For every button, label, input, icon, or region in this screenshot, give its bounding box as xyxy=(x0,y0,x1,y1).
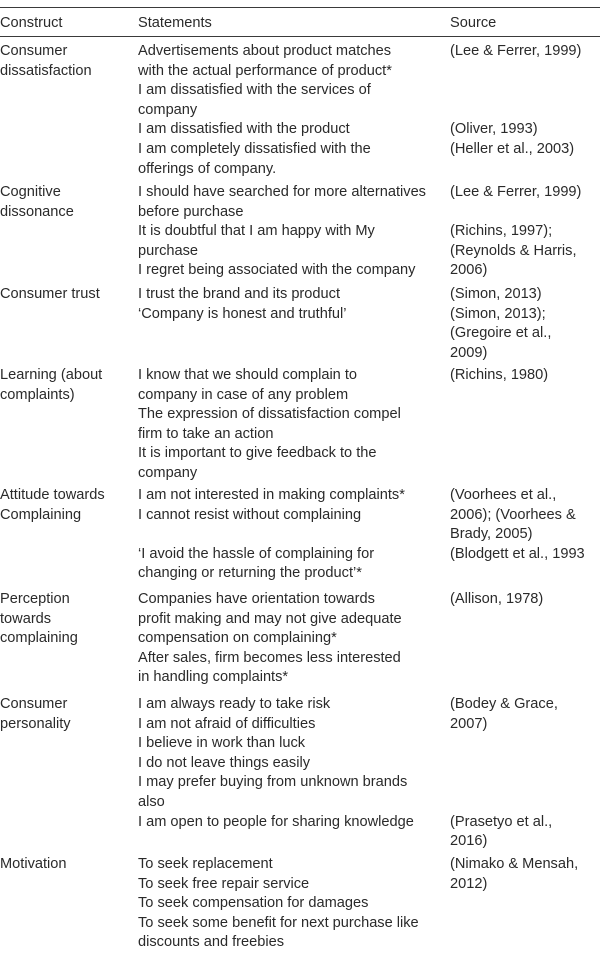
statements-line: I believe in work than luck xyxy=(138,735,306,752)
construct-line: Perception xyxy=(0,591,70,607)
construct-line: dissonance xyxy=(0,203,74,220)
source-cell xyxy=(450,42,600,160)
source-line: (Heller et al., 2003) xyxy=(450,140,575,157)
statements-cell xyxy=(138,486,444,584)
source-line: (Reynolds & Harris, xyxy=(450,242,577,259)
source-cell xyxy=(450,285,600,363)
statements-line: I regret being associated with the company xyxy=(138,262,416,279)
source-line: 2009) xyxy=(450,344,488,361)
statements-line: To seek replacement xyxy=(138,856,273,872)
statements-line: before purchase xyxy=(138,203,244,220)
statements-line: changing or returning the product’* xyxy=(138,565,362,582)
source-line: (Nimako & Mensah, xyxy=(450,856,579,872)
source-cell xyxy=(450,855,600,894)
statements-line: I am dissatisfied with the services of xyxy=(138,82,371,99)
statements-cell xyxy=(138,855,444,953)
construct-line: Complaining xyxy=(0,506,82,523)
source-line: (Gregoire et al., xyxy=(450,325,552,342)
blank-line xyxy=(450,101,600,121)
statements-line: I should have searched for more alternatives xyxy=(138,184,426,200)
statements-line: company xyxy=(138,464,198,481)
statements-line: profit making and may not give adequate xyxy=(138,610,402,627)
construct-line: towards xyxy=(0,610,52,627)
construct-line: Consumer xyxy=(0,43,68,59)
source-line: (Lee & Ferrer, 1999) xyxy=(450,184,582,200)
construct-cell xyxy=(0,285,132,305)
statements-cell xyxy=(138,590,444,688)
source-line: (Allison, 1978) xyxy=(450,591,544,607)
blank-line xyxy=(450,754,600,774)
source-line: (Bodey & Grace, xyxy=(450,696,558,712)
construct-line: Attitude towards xyxy=(0,487,105,503)
statements-line: It is doubtful that I am happy with My xyxy=(138,223,375,240)
statements-line: I am completely dissatisfied with the xyxy=(138,140,371,157)
source-line: (Simon, 2013); xyxy=(450,305,546,322)
source-cell xyxy=(450,486,600,564)
source-line: (Richins, 1980) xyxy=(450,367,549,383)
source-cell xyxy=(450,183,600,281)
statements-line: The expression of dissatisfaction compel xyxy=(138,406,401,423)
construct-line: Cognitive xyxy=(0,184,61,200)
statements-line: company xyxy=(138,101,198,118)
statements-line: I am dissatisfied with the product xyxy=(138,121,350,138)
construct-cell xyxy=(0,366,132,405)
blank-line xyxy=(450,81,600,101)
blank-line xyxy=(450,62,600,82)
statements-line: firm to take an action xyxy=(138,425,274,442)
column-header-statements: Statements xyxy=(138,15,212,31)
blank-line xyxy=(450,793,600,813)
statements-line: I am not afraid of difficulties xyxy=(138,715,316,732)
statements-line: I am open to people for sharing knowledge xyxy=(138,813,414,830)
construct-line: personality xyxy=(0,715,71,732)
column-header-construct: Construct xyxy=(0,15,63,31)
statements-cell xyxy=(138,183,444,281)
statements-line: with the actual performance of product* xyxy=(138,62,392,79)
statements-line: compensation on complaining* xyxy=(138,630,337,647)
construct-line: Consumer trust xyxy=(0,286,100,302)
source-line: (Simon, 2013) xyxy=(450,286,542,302)
construct-cell xyxy=(0,590,132,649)
source-line: 2006); (Voorhees & xyxy=(450,506,576,523)
table-top-rule xyxy=(0,7,600,8)
statements-line: I do not leave things easily xyxy=(138,754,310,771)
header-bottom-rule xyxy=(0,36,600,37)
construct-line: dissatisfaction xyxy=(0,62,92,79)
statements-line: company in case of any problem xyxy=(138,386,349,403)
statements-line: To seek compensation for damages xyxy=(138,895,369,912)
statements-line: discounts and freebies xyxy=(138,934,285,951)
construct-line: complaints) xyxy=(0,386,75,403)
source-cell xyxy=(450,695,600,852)
statements-line: purchase xyxy=(138,242,199,259)
blank-line xyxy=(138,525,444,545)
blank-line xyxy=(450,734,600,754)
statements-line: ‘Company is honest and truthful’ xyxy=(138,305,347,322)
statements-line: also xyxy=(138,793,165,810)
source-cell xyxy=(450,590,600,610)
statements-line: Advertisements about product matches xyxy=(138,43,392,59)
source-line: Brady, 2005) xyxy=(450,526,533,543)
statements-cell xyxy=(138,695,444,832)
statements-line: It is important to give feedback to the xyxy=(138,445,377,462)
source-line: (Oliver, 1993) xyxy=(450,121,538,138)
statements-line: To seek free repair service xyxy=(138,875,310,892)
column-header-source: Source xyxy=(450,15,497,31)
statements-line: I am always ready to take risk xyxy=(138,696,331,712)
statements-line: I trust the brand and its product xyxy=(138,286,340,302)
statements-line: ‘I avoid the hassle of complaining for xyxy=(138,545,375,562)
construct-cell xyxy=(0,486,132,525)
source-line: 2012) xyxy=(450,875,488,892)
source-line: 2007) xyxy=(450,715,488,732)
construct-cell xyxy=(0,855,132,875)
source-line: 2006) xyxy=(450,262,488,279)
statements-cell xyxy=(138,42,444,179)
source-line: (Richins, 1997); xyxy=(450,223,553,240)
source-line: (Blodgett et al., 1993 xyxy=(450,545,585,562)
construct-line: complaining xyxy=(0,630,78,647)
construct-cell xyxy=(0,42,132,81)
blank-line xyxy=(450,203,600,223)
construct-cell xyxy=(0,695,132,734)
statements-line: I may prefer buying from unknown brands xyxy=(138,774,408,791)
statements-line: Companies have orientation towards xyxy=(138,591,375,607)
source-line: 2016) xyxy=(450,833,488,850)
statements-line: offerings of company. xyxy=(138,160,277,177)
statements-line: in handling complaints* xyxy=(138,669,289,686)
statements-line: I know that we should complain to xyxy=(138,367,358,383)
source-line: (Prasetyo et al., xyxy=(450,813,553,830)
statements-cell xyxy=(138,366,444,484)
statements-line: I cannot resist without complaining xyxy=(138,506,362,523)
statements-line: I am not interested in making complaints* xyxy=(138,487,405,503)
blank-line xyxy=(450,773,600,793)
statements-line: To seek some benefit for next purchase like xyxy=(138,914,419,931)
statements-cell xyxy=(138,285,444,324)
source-line: (Lee & Ferrer, 1999) xyxy=(450,43,582,59)
construct-cell xyxy=(0,183,132,222)
construct-line: Learning (about xyxy=(0,367,103,383)
construct-line: Motivation xyxy=(0,856,67,872)
statements-line: After sales, firm becomes less interested xyxy=(138,649,401,666)
source-line: (Voorhees et al., xyxy=(450,487,557,503)
source-cell xyxy=(450,366,600,386)
construct-line: Consumer xyxy=(0,696,68,712)
